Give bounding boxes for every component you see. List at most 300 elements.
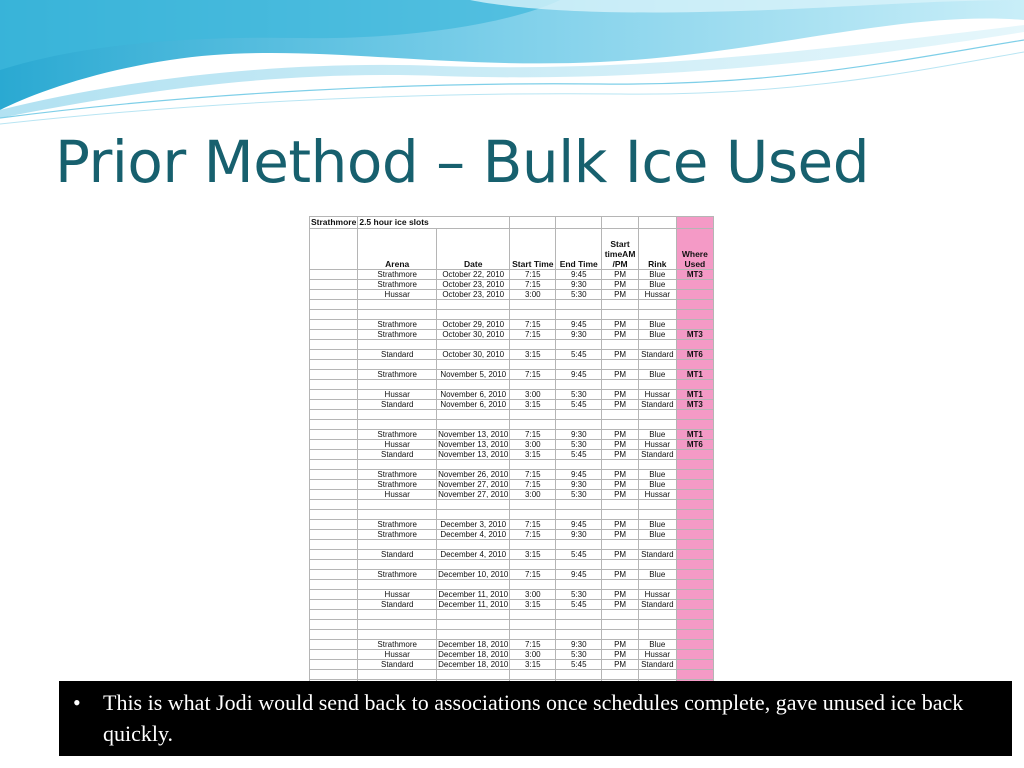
cell-end-time (556, 300, 602, 310)
cell-end-time (556, 540, 602, 550)
cell-end-time: 5:30 (556, 290, 602, 300)
cell-date: November 26, 2010 (438, 470, 509, 479)
cell-arena (358, 340, 437, 350)
note-text: This is what Jodi would send back to associations once schedules complete, gave unused ice back quickly. (103, 690, 964, 746)
table-row (310, 370, 714, 380)
cell-start-time: 7:15 (510, 330, 556, 340)
cell-am-pm (602, 620, 639, 630)
cell-date: November 13, 2010 (438, 430, 509, 439)
cell-start-time: 7:15 (510, 640, 556, 650)
cell-date: October 30, 2010 (437, 350, 510, 360)
note-box (59, 681, 1012, 756)
cell-rink (638, 500, 676, 510)
cell-date: December 3, 2010 (437, 520, 510, 530)
cell-am-pm: PM (602, 490, 639, 500)
table-row (310, 470, 714, 480)
cell-date (437, 540, 510, 550)
cell-where-used (676, 550, 713, 560)
cell-rink: Hussar (638, 650, 676, 660)
cell-date: November 27, 2010 (438, 480, 509, 489)
cell-arena: Strathmore (358, 530, 437, 540)
cell-start-time: 3:00 (510, 440, 556, 450)
cell-date: October 23, 2010 (437, 290, 510, 300)
cell-arena: Standard (358, 450, 437, 460)
cell-where-used (676, 410, 713, 420)
cell-where-used (676, 380, 713, 390)
table-row (310, 600, 714, 610)
table-row (310, 280, 714, 290)
table-row (310, 340, 714, 350)
table-row (310, 570, 714, 580)
cell-end-time (556, 310, 602, 320)
table-row (310, 270, 714, 280)
cell-start-time: 7:15 (510, 320, 556, 330)
table-row (310, 640, 714, 650)
cell-date: October 29, 2010 (437, 320, 510, 330)
cell-rink: Blue (638, 520, 676, 530)
cell-date: December 18, 2010 (438, 660, 509, 669)
cell-date: November 27, 2010 (438, 490, 509, 499)
cell-arena: Strathmore (358, 330, 437, 340)
cell-where-used (676, 460, 713, 470)
cell-date: November 13, 2010 (438, 440, 509, 449)
cell-end-time (556, 620, 602, 630)
cell-am-pm (602, 420, 639, 430)
cell-rink: Standard (638, 550, 676, 560)
cell-start-time: 7:15 (510, 370, 556, 380)
cell-start-time: 3:00 (510, 390, 556, 400)
cell-date (437, 340, 510, 350)
cell-where-used (676, 580, 713, 590)
cell-start-time (510, 410, 556, 420)
cell-where-used (676, 560, 713, 570)
cell-date (437, 420, 510, 430)
cell-am-pm (602, 540, 639, 550)
table-row (310, 400, 714, 410)
table-row (310, 440, 714, 450)
table-row (310, 410, 714, 420)
cell-end-time (556, 380, 602, 390)
cell-rink: Standard (638, 350, 676, 360)
cell-start-time (510, 460, 556, 470)
cell-where-used (676, 590, 713, 600)
table-row (310, 550, 714, 560)
cell-end-time: 9:45 (556, 570, 602, 580)
cell-start-time (510, 670, 556, 680)
table-row (310, 480, 714, 490)
cell-rink: Standard (638, 660, 676, 670)
cell-where-used (676, 320, 713, 330)
table-row (310, 300, 714, 310)
cell-start-time: 7:15 (510, 470, 556, 480)
cell-date: December 4, 2010 (437, 530, 510, 540)
cell-where-used (676, 630, 713, 640)
cell-rink (638, 610, 676, 620)
cell-where-used: MT3 (676, 330, 713, 340)
cell-arena: Hussar (358, 440, 437, 450)
cell-date: December 11, 2010 (438, 590, 509, 599)
cell-arena: Strathmore (358, 570, 437, 580)
cell-where-used (676, 290, 713, 300)
header-am-pm: Start timeAM /PM (602, 229, 639, 270)
cell-end-time: 5:45 (556, 600, 602, 610)
cell-end-time: 5:30 (556, 440, 602, 450)
cell-start-time: 7:15 (510, 280, 556, 290)
cell-start-time (510, 340, 556, 350)
cell-end-time: 5:45 (556, 350, 602, 360)
cell-where-used (676, 600, 713, 610)
table-row (310, 350, 714, 360)
cell-end-time: 9:30 (556, 530, 602, 540)
cell-am-pm: PM (602, 290, 639, 300)
cell-end-time: 5:45 (556, 550, 602, 560)
table-row (310, 290, 714, 300)
cell-start-time: 3:15 (510, 450, 556, 460)
cell-rink (638, 460, 676, 470)
cell-arena: Hussar (358, 490, 437, 500)
cell-start-time: 3:00 (510, 590, 556, 600)
cell-date (437, 410, 510, 420)
cell-am-pm: PM (602, 370, 639, 380)
cell-arena (358, 540, 437, 550)
cell-am-pm (602, 410, 639, 420)
cell-end-time (556, 630, 602, 640)
cell-start-time: 7:15 (510, 530, 556, 540)
slide-title: Prior Method – Bulk Ice Used (55, 128, 870, 196)
header-date: Date (437, 229, 510, 270)
cell-am-pm: PM (602, 570, 639, 580)
cell-start-time: 7:15 (510, 480, 556, 490)
table-row (310, 380, 714, 390)
cell-arena: Strathmore (358, 270, 437, 280)
cell-where-used (676, 500, 713, 510)
cell-date (437, 630, 510, 640)
cell-arena (358, 310, 437, 320)
cell-start-time (510, 610, 556, 620)
cell-where-used (676, 360, 713, 370)
cell-start-time: 3:00 (510, 650, 556, 660)
cell-end-time: 9:45 (556, 270, 602, 280)
cell-am-pm: PM (602, 520, 639, 530)
cell-rink: Blue (638, 470, 676, 480)
cell-rink (638, 410, 676, 420)
cell-date: November 5, 2010 (437, 370, 510, 380)
cell-date (437, 300, 510, 310)
table-row (310, 660, 714, 670)
cell-end-time: 9:45 (556, 520, 602, 530)
corner-label: Strathmore (311, 217, 357, 227)
cell-arena: Strathmore (358, 430, 437, 440)
cell-where-used: MT1 (676, 390, 713, 400)
table-row (310, 310, 714, 320)
cell-am-pm: PM (602, 320, 639, 330)
cell-where-used: MT3 (676, 270, 713, 280)
cell-arena: Strathmore (358, 480, 437, 490)
cell-where-used (676, 510, 713, 520)
cell-am-pm: PM (602, 440, 639, 450)
cell-end-time: 9:45 (556, 320, 602, 330)
cell-start-time: 3:00 (510, 490, 556, 500)
cell-where-used (676, 300, 713, 310)
cell-end-time: 9:45 (556, 470, 602, 480)
cell-where-used (676, 310, 713, 320)
cell-arena (358, 560, 437, 570)
cell-arena (358, 460, 437, 470)
cell-rink (638, 340, 676, 350)
table-caption-row (310, 217, 714, 229)
cell-end-time (556, 420, 602, 430)
bullet-marker: • (73, 690, 81, 715)
cell-end-time (556, 610, 602, 620)
cell-arena: Hussar (358, 290, 437, 300)
cell-date: December 18, 2010 (438, 640, 509, 649)
cell-rink: Blue (638, 370, 676, 380)
cell-end-time: 9:30 (556, 330, 602, 340)
cell-start-time: 3:15 (510, 400, 556, 410)
cell-date: December 18, 2010 (438, 650, 509, 659)
cell-rink: Blue (638, 570, 676, 580)
cell-where-used (676, 610, 713, 620)
cell-where-used (676, 480, 713, 490)
cell-am-pm (602, 310, 639, 320)
cell-am-pm: PM (602, 350, 639, 360)
table-row (310, 650, 714, 660)
header-end-time: End Time (556, 229, 602, 270)
cell-rink: Standard (638, 400, 676, 410)
cell-start-time (510, 420, 556, 430)
cell-rink (638, 300, 676, 310)
table-row (310, 630, 714, 640)
cell-am-pm: PM (602, 550, 639, 560)
cell-end-time: 9:30 (556, 430, 602, 440)
cell-end-time (556, 580, 602, 590)
cell-end-time: 9:30 (556, 280, 602, 290)
cell-arena: Strathmore (358, 520, 437, 530)
cell-rink (638, 560, 676, 570)
cell-am-pm (602, 380, 639, 390)
cell-rink: Standard (638, 450, 676, 460)
cell-end-time: 9:30 (556, 480, 602, 490)
cell-rink (638, 670, 676, 680)
cell-arena (358, 580, 437, 590)
cell-where-used (676, 640, 713, 650)
cell-end-time (556, 560, 602, 570)
cell-end-time (556, 360, 602, 370)
cell-start-time (510, 510, 556, 520)
cell-date (437, 380, 510, 390)
cell-end-time: 5:30 (556, 390, 602, 400)
cell-rink (638, 360, 676, 370)
cell-date (437, 360, 510, 370)
cell-end-time (556, 510, 602, 520)
cell-arena (358, 670, 437, 680)
cell-am-pm (602, 510, 639, 520)
cell-rink: Blue (638, 330, 676, 340)
cell-rink: Blue (638, 530, 676, 540)
cell-date: October 23, 2010 (437, 280, 510, 290)
cell-rink (638, 630, 676, 640)
cell-arena (358, 410, 437, 420)
cell-am-pm: PM (602, 330, 639, 340)
cell-arena: Strathmore (358, 470, 437, 480)
cell-date: November 13, 2010 (438, 450, 509, 459)
cell-rink: Blue (638, 480, 676, 490)
cell-where-used: MT1 (676, 370, 713, 380)
cell-where-used (676, 450, 713, 460)
cell-arena (358, 300, 437, 310)
cell-arena: Standard (358, 660, 437, 670)
cell-am-pm (602, 610, 639, 620)
cell-where-used (676, 340, 713, 350)
cell-rink (638, 580, 676, 590)
cell-am-pm: PM (602, 270, 639, 280)
table-row (310, 450, 714, 460)
cell-end-time: 9:30 (556, 640, 602, 650)
cell-where-used (676, 540, 713, 550)
cell-where-used (676, 420, 713, 430)
cell-rink: Blue (638, 640, 676, 650)
table-row (310, 590, 714, 600)
cell-arena (358, 380, 437, 390)
cell-rink: Hussar (638, 390, 676, 400)
cell-date: November 6, 2010 (437, 400, 510, 410)
cell-where-used: MT6 (676, 350, 713, 360)
header-start-time: Start Time (510, 229, 556, 270)
cell-date: December 10, 2010 (438, 570, 509, 579)
table-row (310, 670, 714, 680)
cell-end-time: 5:30 (556, 590, 602, 600)
cell-where-used (676, 530, 713, 540)
header-arena: Arena (358, 229, 437, 270)
cell-arena (358, 630, 437, 640)
cell-rink: Blue (638, 320, 676, 330)
spreadsheet-image (309, 216, 714, 681)
cell-date (437, 500, 510, 510)
cell-end-time (556, 340, 602, 350)
cell-date: October 22, 2010 (437, 270, 510, 280)
table-row (310, 610, 714, 620)
table-caption: 2.5 hour ice slots (358, 217, 510, 229)
table-row (310, 330, 714, 340)
cell-am-pm (602, 340, 639, 350)
cell-arena: Strathmore (358, 640, 437, 650)
cell-am-pm (602, 630, 639, 640)
cell-am-pm: PM (602, 660, 639, 670)
cell-end-time (556, 410, 602, 420)
cell-date (437, 560, 510, 570)
cell-where-used (676, 470, 713, 480)
cell-start-time (510, 630, 556, 640)
table-row (310, 360, 714, 370)
cell-start-time: 3:15 (510, 660, 556, 670)
cell-start-time (510, 580, 556, 590)
cell-start-time (510, 500, 556, 510)
cell-date (437, 610, 510, 620)
cell-am-pm: PM (602, 470, 639, 480)
cell-where-used: MT1 (676, 430, 713, 440)
cell-am-pm (602, 460, 639, 470)
cell-date (437, 670, 510, 680)
cell-where-used: MT6 (676, 440, 713, 450)
cell-am-pm: PM (602, 640, 639, 650)
cell-am-pm: PM (602, 430, 639, 440)
cell-rink: Blue (638, 270, 676, 280)
cell-am-pm (602, 580, 639, 590)
note-bullet-item (73, 687, 996, 749)
header-wave-decoration (0, 0, 1024, 130)
cell-start-time (510, 620, 556, 630)
cell-date (437, 620, 510, 630)
cell-where-used (676, 650, 713, 660)
cell-end-time: 5:45 (556, 660, 602, 670)
cell-rink: Hussar (638, 590, 676, 600)
ice-slots-table (309, 216, 714, 690)
cell-start-time (510, 360, 556, 370)
cell-date: October 30, 2010 (437, 330, 510, 340)
table-row (310, 530, 714, 540)
cell-where-used (676, 620, 713, 630)
cell-arena (358, 360, 437, 370)
header-where-used: Where Used (676, 229, 713, 270)
table-header-row (310, 229, 714, 270)
cell-start-time: 7:15 (510, 570, 556, 580)
cell-rink: Blue (638, 280, 676, 290)
cell-start-time: 7:15 (510, 270, 556, 280)
cell-end-time: 5:30 (556, 490, 602, 500)
cell-rink (638, 310, 676, 320)
cell-rink: Standard (638, 600, 676, 610)
cell-where-used (676, 490, 713, 500)
cell-rink: Hussar (638, 440, 676, 450)
cell-rink (638, 380, 676, 390)
cell-arena: Hussar (358, 650, 437, 660)
cell-arena: Standard (358, 550, 437, 560)
cell-rink (638, 420, 676, 430)
cell-start-time: 7:15 (510, 520, 556, 530)
cell-am-pm: PM (602, 650, 639, 660)
table-row (310, 620, 714, 630)
cell-start-time (510, 540, 556, 550)
cell-am-pm (602, 300, 639, 310)
cell-arena: Standard (358, 350, 437, 360)
cell-rink: Hussar (638, 490, 676, 500)
cell-rink (638, 540, 676, 550)
cell-date (437, 580, 510, 590)
table-row (310, 390, 714, 400)
cell-where-used: MT3 (676, 400, 713, 410)
cell-where-used (676, 670, 713, 680)
table-row (310, 520, 714, 530)
cell-am-pm: PM (602, 480, 639, 490)
table-row (310, 460, 714, 470)
cell-am-pm: PM (602, 280, 639, 290)
cell-am-pm (602, 500, 639, 510)
cell-date: November 6, 2010 (437, 390, 510, 400)
table-row (310, 580, 714, 590)
cell-am-pm: PM (602, 530, 639, 540)
cell-start-time: 3:15 (510, 550, 556, 560)
cell-arena (358, 510, 437, 520)
cell-am-pm (602, 360, 639, 370)
header-rink: Rink (638, 229, 676, 270)
cell-date (437, 460, 510, 470)
table-row (310, 320, 714, 330)
cell-end-time: 9:45 (556, 370, 602, 380)
table-row (310, 500, 714, 510)
cell-am-pm: PM (602, 450, 639, 460)
table-row (310, 490, 714, 500)
cell-end-time: 5:30 (556, 650, 602, 660)
